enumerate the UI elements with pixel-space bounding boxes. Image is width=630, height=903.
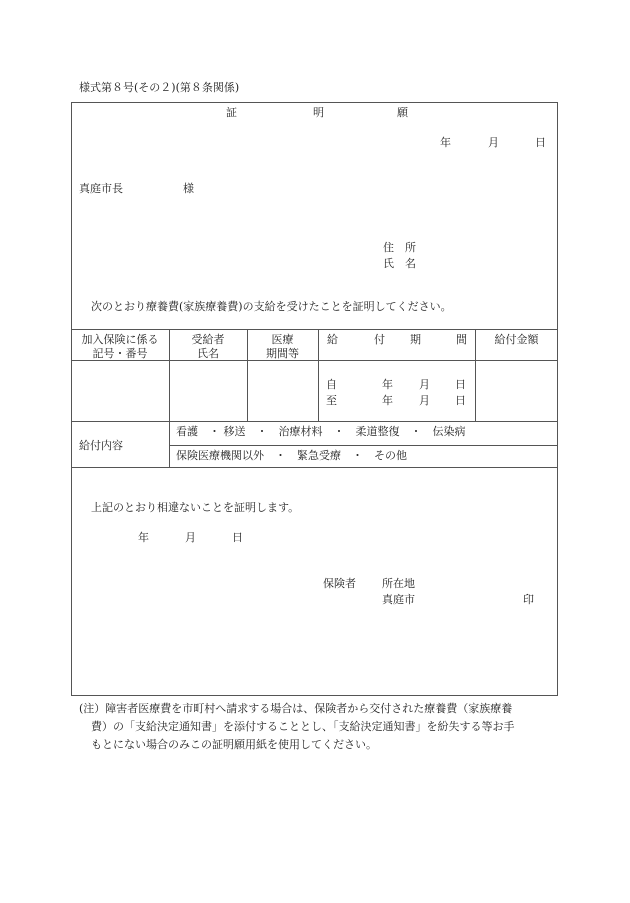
insurer-location-label: 所在地: [382, 577, 415, 590]
benefit-label: 給付内容: [79, 439, 123, 452]
form-frame: [71, 102, 558, 696]
cert-date-day: 日: [232, 531, 243, 544]
header-benefit-period-c4: 間: [456, 333, 467, 346]
period-to-year: 年: [382, 394, 393, 407]
header-benefit-period-c2: 付: [374, 333, 385, 346]
addressee-honorific: 様: [183, 182, 194, 195]
period-from-month: 月: [419, 378, 430, 391]
header-medical-period: 医療 期間等: [266, 333, 299, 360]
period-to-day: 日: [455, 394, 466, 407]
benefit-options-row-2: 保険医療機関以外 ・ 緊急受療 ・ その他: [176, 449, 407, 462]
request-text: 次のとおり療養費(家族療養費)の支給を受けたことを証明してください。: [91, 300, 452, 313]
period-to-month: 月: [419, 394, 430, 407]
insurer-city: 真庭市: [382, 593, 415, 606]
benefit-options-row-1: 看護 ・ 移送 ・ 治療材料 ・ 柔道整復 ・ 伝染病: [176, 425, 466, 438]
table-top-line: [71, 329, 558, 330]
header-benefit-amount: 給付金額: [494, 333, 539, 346]
seal-mark: 印: [523, 593, 534, 606]
period-from-label: 自: [326, 378, 337, 391]
benefit-bottom-line: [71, 467, 558, 468]
addressee-name: 真庭市長: [79, 182, 123, 195]
header-recipient-name: 受給者 氏名: [191, 333, 225, 360]
date-year: 年: [440, 136, 451, 149]
applicant-address-label: 住 所: [383, 241, 416, 254]
benefit-row-divider: [169, 445, 558, 446]
note-line-3: もとにない場合のみこの証明願用紙を使用してください。: [91, 738, 377, 751]
cert-date-year: 年: [138, 531, 149, 544]
title-char-2: 明: [313, 106, 324, 119]
title-char-3: 願: [397, 106, 408, 119]
applicant-name-label: 氏 名: [383, 257, 416, 270]
certify-text: 上記のとおり相違ないことを証明します。: [91, 501, 300, 514]
title-char-1: 証: [226, 106, 237, 119]
date-day: 日: [535, 136, 546, 149]
form-id: 様式第８号(その２)(第８条関係): [79, 81, 240, 94]
date-month: 月: [488, 136, 499, 149]
table-body-bottom-line: [71, 421, 558, 422]
note-line-2: 費）の「支給決定通知書」を添付することとし、「支給決定通知書」を紛失する等お手: [91, 720, 515, 733]
period-from-year: 年: [382, 378, 393, 391]
header-benefit-period-c1: 給: [327, 333, 338, 346]
cert-date-month: 月: [185, 531, 196, 544]
header-benefit-period-c3: 期: [410, 333, 421, 346]
col-divider-3: [318, 329, 319, 421]
period-from-day: 日: [455, 378, 466, 391]
note-line-1: (注）障害者医療費を市町村へ請求する場合は、保険者から交付された療養費（家族療養: [79, 702, 513, 715]
header-insurance-number: 加入保険に係る 記号・番号: [81, 333, 159, 360]
insurer-label: 保険者: [323, 577, 356, 590]
period-to-label: 至: [326, 394, 337, 407]
